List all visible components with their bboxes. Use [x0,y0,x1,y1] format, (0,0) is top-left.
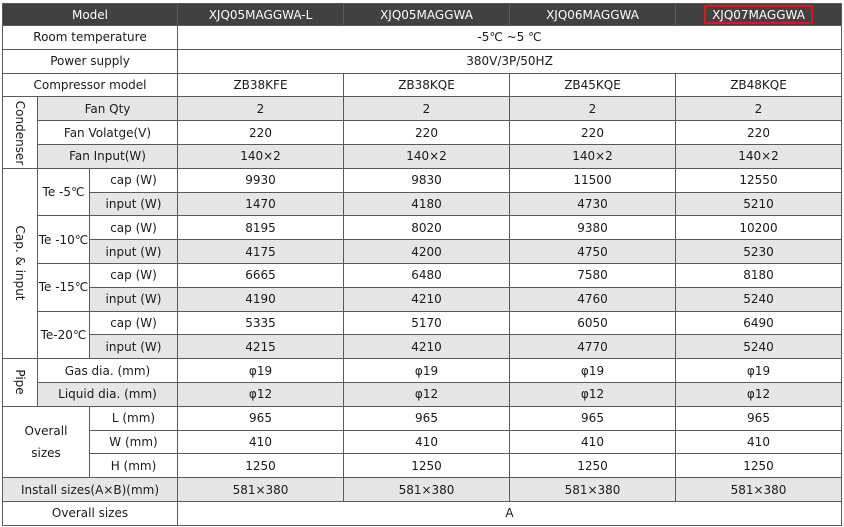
row-te-m5-cap [3,168,842,192]
row-compressor [3,73,842,97]
compressor-1: ZB38KFE [178,73,344,97]
compressor-label: Compressor model [3,73,178,97]
room-temp-label: Room temperature [3,26,178,50]
input-label: input (W) [90,335,178,359]
input-label: input (W) [90,240,178,264]
fan-input-2: 140×2 [344,144,510,168]
te-m10-input-4: 5230 [676,240,842,264]
fan-voltage-1: 220 [178,121,344,145]
length-label: L (mm) [90,406,178,430]
row-overall-sizes [3,501,842,525]
width-label: W (mm) [90,430,178,454]
te-m20-input-1: 4215 [178,335,344,359]
height-label: H (mm) [90,454,178,478]
fan-qty-1: 2 [178,97,344,121]
compressor-3: ZB45KQE [510,73,676,97]
te-m5-cap-1: 9930 [178,168,344,192]
te-m5-input-1: 1470 [178,192,344,216]
te-m10-input-2: 4200 [344,240,510,264]
row-te-m10-cap [3,216,842,240]
height-3: 1250 [510,454,676,478]
gas-dia-1: φ19 [178,359,344,383]
te-m20-input-4: 5240 [676,335,842,359]
gas-dia-2: φ19 [344,359,510,383]
fan-input-4: 140×2 [676,144,842,168]
input-label: input (W) [90,287,178,311]
gas-dia-label: Gas dia. (mm) [38,359,178,383]
te-m20-cap-1: 5335 [178,311,344,335]
row-room-temp [3,26,842,50]
row-te-m5-input [3,192,842,216]
model-4-cell [676,4,842,26]
install-sizes-4: 581×380 [676,478,842,502]
cap-label: cap (W) [90,311,178,335]
compressor-4: ZB48KQE [676,73,842,97]
length-4: 965 [676,406,842,430]
te-m10-cap-2: 8020 [344,216,510,240]
length-1: 965 [178,406,344,430]
fan-voltage-2: 220 [344,121,510,145]
height-2: 1250 [344,454,510,478]
model-4-highlight: XJQ07MAGGWA [704,5,813,24]
width-2: 410 [344,430,510,454]
model-1: XJQ05MAGGWA-L [178,4,344,26]
fan-qty-4: 2 [676,97,842,121]
te-m15-cap-4: 8180 [676,263,842,287]
te-m5-cap-2: 9830 [344,168,510,192]
liquid-dia-4: φ12 [676,382,842,406]
cap-input-group-label: Cap. & input [13,225,27,301]
fan-voltage-3: 220 [510,121,676,145]
te-m15-label: Te -15℃ [38,263,90,311]
overall-sizes-label: Overall sizes [3,501,178,525]
te-m5-input-2: 4180 [344,192,510,216]
row-te-m15-cap [3,263,842,287]
condenser-group-label: Condenser [13,100,27,165]
te-m15-cap-2: 6480 [344,263,510,287]
model-2: XJQ05MAGGWA [344,4,510,26]
install-sizes-3: 581×380 [510,478,676,502]
te-m20-cap-3: 6050 [510,311,676,335]
fan-voltage-4: 220 [676,121,842,145]
cap-label: cap (W) [90,263,178,287]
overall-group [3,406,90,477]
overall-group-label-1: Overall [24,423,68,438]
row-te-m20-input [3,335,842,359]
overall-sizes-value: A [178,501,842,525]
length-3: 965 [510,406,676,430]
height-1: 1250 [178,454,344,478]
room-temp-value: -5℃ ~5 ℃ [178,26,842,50]
liquid-dia-label: Liquid dia. (mm) [38,382,178,406]
compressor-2: ZB38KQE [344,73,510,97]
te-m20-cap-2: 5170 [344,311,510,335]
te-m5-cap-3: 11500 [510,168,676,192]
cap-label: cap (W) [90,168,178,192]
install-sizes-label: Install sizes(A×B)(mm) [3,478,178,502]
gas-dia-3: φ19 [510,359,676,383]
te-m5-input-3: 4730 [510,192,676,216]
length-2: 965 [344,406,510,430]
te-m15-input-3: 4760 [510,287,676,311]
te-m15-input-2: 4210 [344,287,510,311]
row-length [3,406,842,430]
te-m5-cap-4: 12550 [676,168,842,192]
te-m15-cap-1: 6665 [178,263,344,287]
pipe-group [3,359,38,407]
te-m20-cap-4: 6490 [676,311,842,335]
fan-qty-3: 2 [510,97,676,121]
cap-input-group [3,168,38,358]
overall-group-label-2: sizes [31,445,61,460]
te-m15-cap-3: 7580 [510,263,676,287]
te-m15-input-4: 5240 [676,287,842,311]
row-gas-dia [3,359,842,383]
te-m5-label: Te -5℃ [38,168,90,216]
te-m5-input-4: 5210 [676,192,842,216]
te-m10-cap-3: 9380 [510,216,676,240]
width-3: 410 [510,430,676,454]
te-m10-input-1: 4175 [178,240,344,264]
te-m10-cap-4: 10200 [676,216,842,240]
power-supply-value: 380V/3P/50HZ [178,49,842,73]
te-m20-input-3: 4770 [510,335,676,359]
gas-dia-4: φ19 [676,359,842,383]
te-m20-input-2: 4210 [344,335,510,359]
liquid-dia-1: φ12 [178,382,344,406]
power-supply-label: Power supply [3,49,178,73]
row-fan-voltage [3,121,842,145]
row-liquid-dia [3,382,842,406]
fan-input-3: 140×2 [510,144,676,168]
te-m10-input-3: 4750 [510,240,676,264]
row-te-m15-input [3,287,842,311]
row-width [3,430,842,454]
row-power-supply [3,49,842,73]
model-3: XJQ06MAGGWA [510,4,676,26]
te-m10-label: Te -10℃ [38,216,90,264]
te-m10-cap-1: 8195 [178,216,344,240]
row-fan-input [3,144,842,168]
spec-table [2,3,842,526]
header-row [3,4,842,26]
model-label: Model [3,4,178,26]
install-sizes-2: 581×380 [344,478,510,502]
pipe-group-label: Pipe [13,369,27,396]
te-m15-input-1: 4190 [178,287,344,311]
row-install-sizes [3,478,842,502]
liquid-dia-3: φ12 [510,382,676,406]
cap-label: cap (W) [90,216,178,240]
liquid-dia-2: φ12 [344,382,510,406]
width-1: 410 [178,430,344,454]
row-te-m20-cap [3,311,842,335]
width-4: 410 [676,430,842,454]
input-label: input (W) [90,192,178,216]
fan-voltage-label: Fan Volatge(V) [38,121,178,145]
row-height [3,454,842,478]
te-m20-label: Te-20℃ [38,311,90,359]
install-sizes-1: 581×380 [178,478,344,502]
fan-qty-label: Fan Qty [38,97,178,121]
fan-qty-2: 2 [344,97,510,121]
condenser-group [3,97,38,168]
height-4: 1250 [676,454,842,478]
fan-input-1: 140×2 [178,144,344,168]
row-te-m10-input [3,240,842,264]
row-fan-qty [3,97,842,121]
fan-input-label: Fan Input(W) [38,144,178,168]
